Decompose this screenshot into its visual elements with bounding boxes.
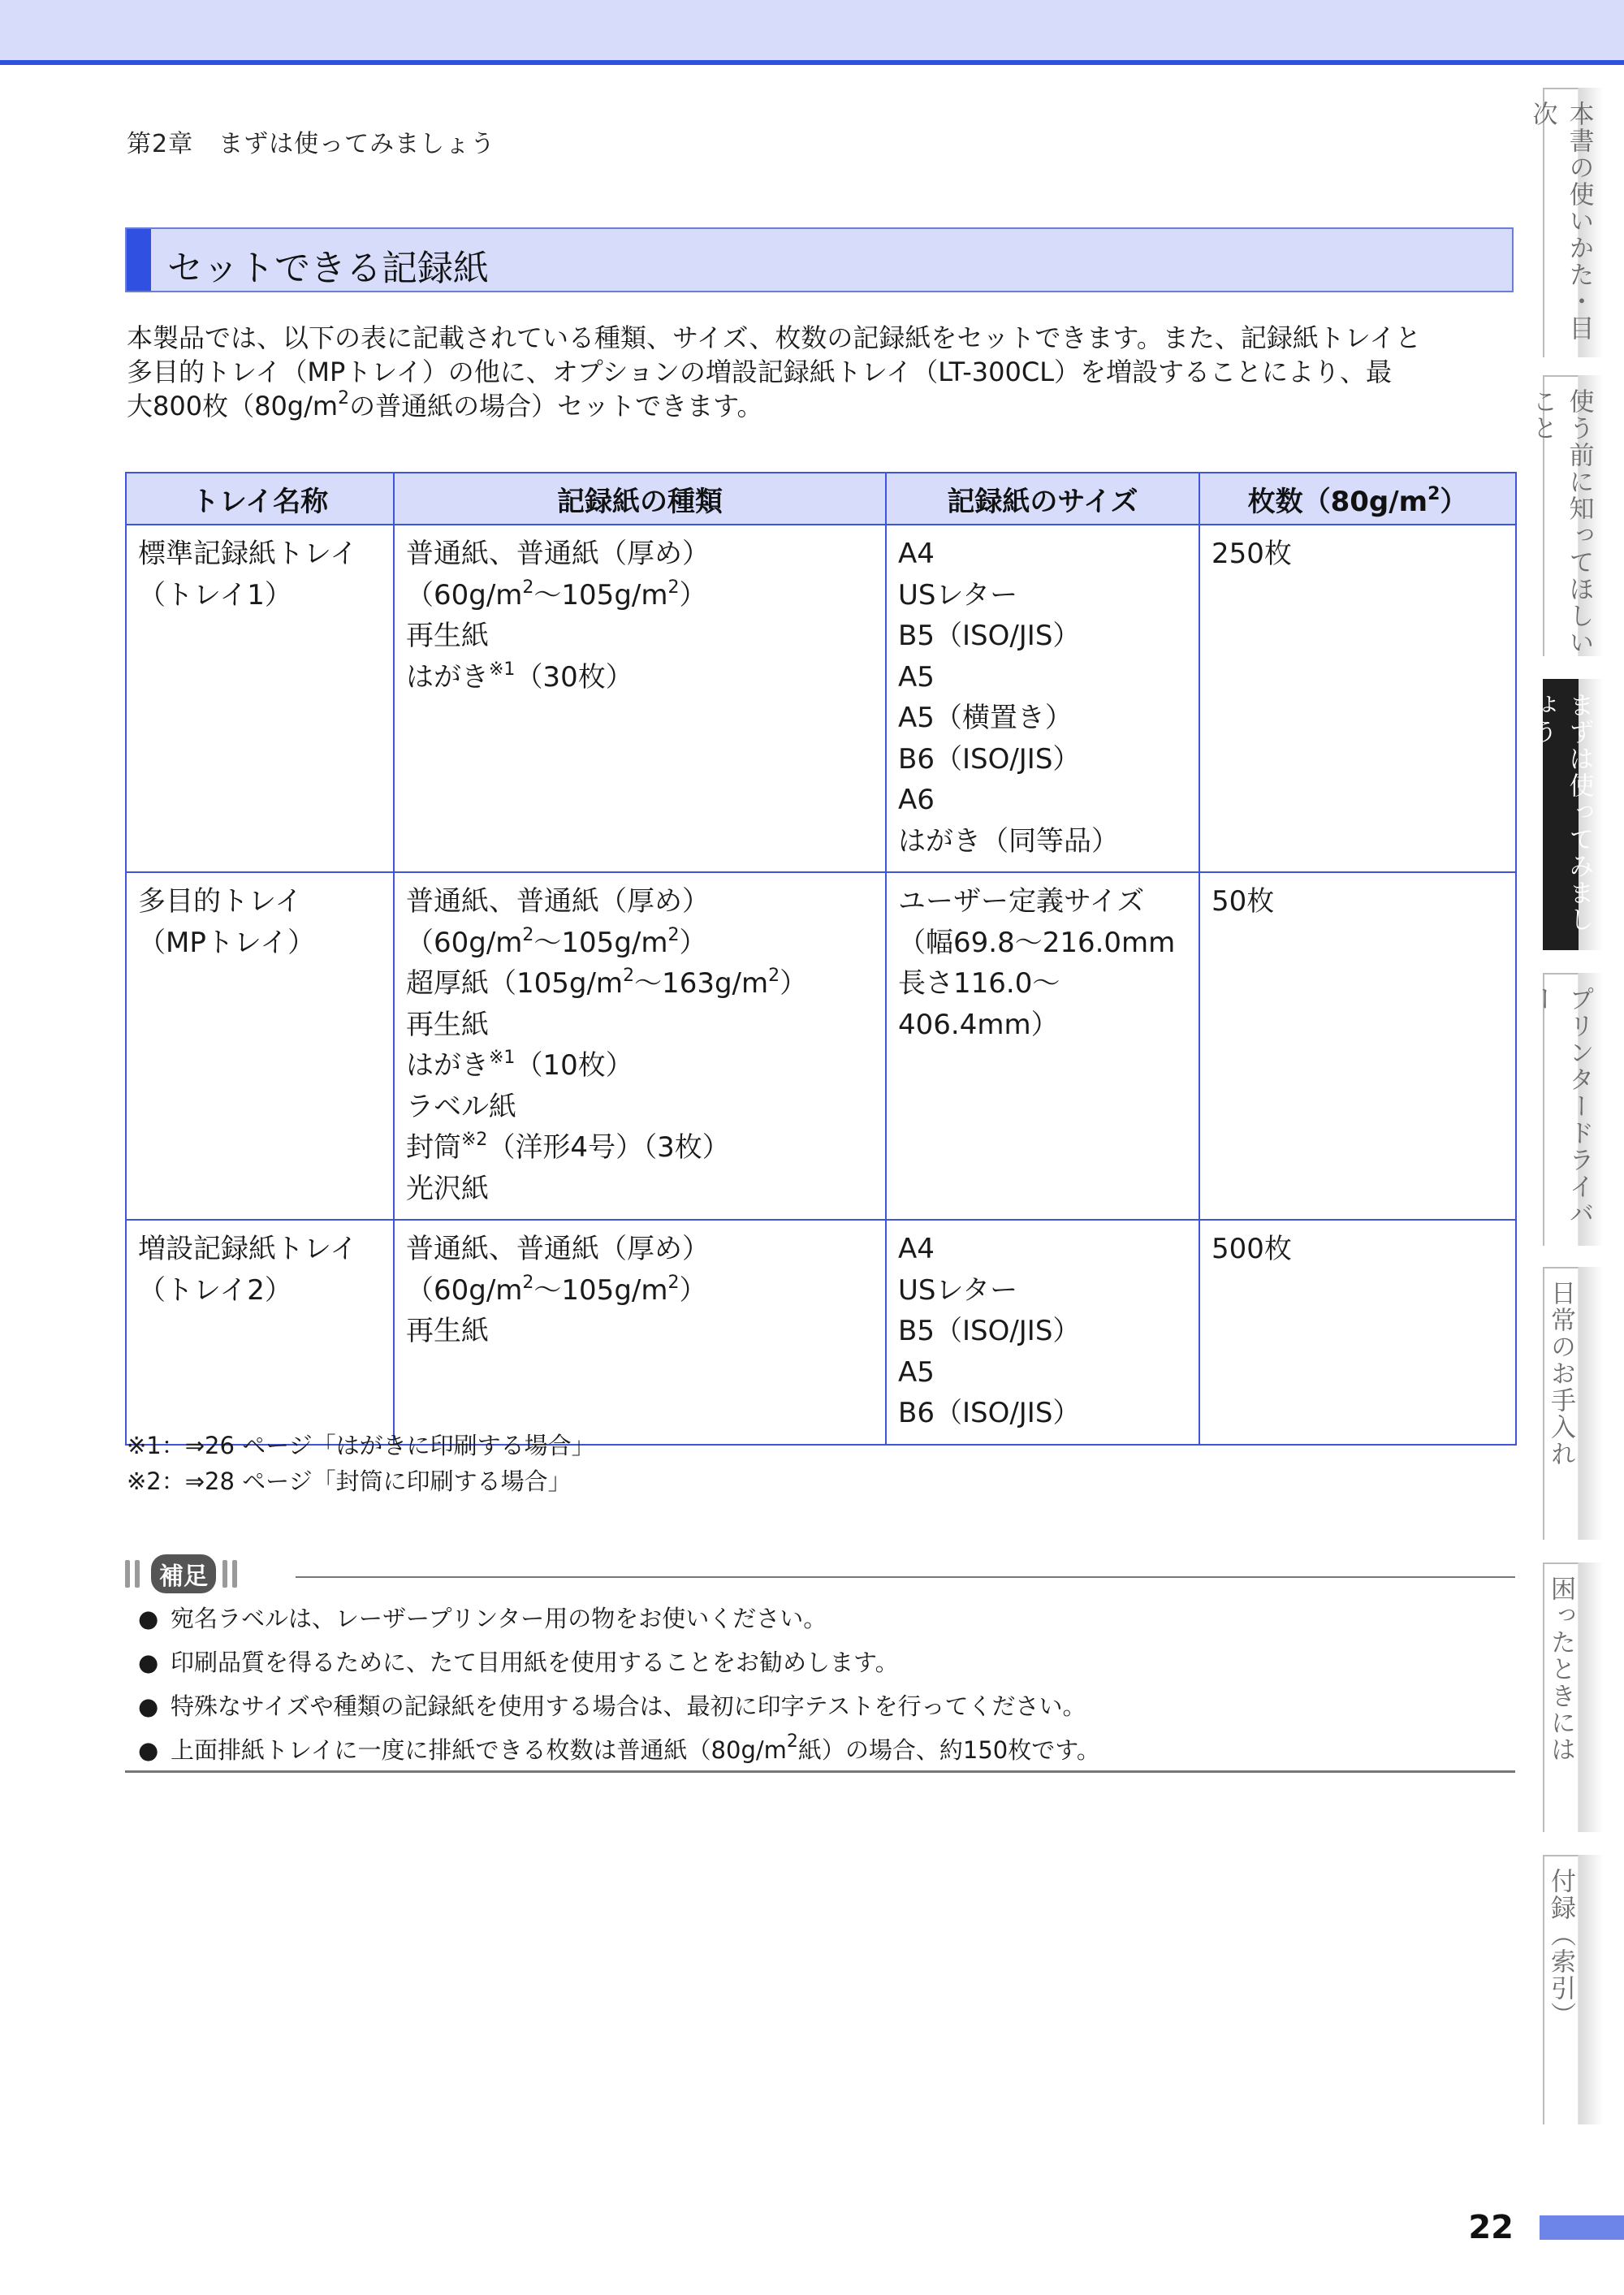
intro-line: 大800枚（$80g/m^2$の普通紙の場合）セットできます。: [127, 388, 763, 421]
side-tab-contents[interactable]: 本書の使いかた・目次: [1543, 88, 1579, 357]
supplement-item: ● 印刷品質を得るために、たて目用紙を使用することをお勧めします。: [138, 1640, 1510, 1684]
supplement-list: [138, 1597, 1510, 1772]
cell-line: B6（ISO/JIS）: [898, 742, 1081, 776]
cell-line: 再生紙: [406, 1008, 489, 1041]
header-tray: トレイ名称: [126, 473, 394, 525]
header-paper-type: 記録紙の種類: [394, 473, 886, 525]
cell-line: USレター: [898, 578, 1018, 612]
bullet-icon: ●: [138, 1736, 159, 1764]
table-row: [126, 1220, 1516, 1445]
side-tab-troubleshooting[interactable]: 困ったときには: [1543, 1562, 1579, 1832]
cell-line: ラベル紙: [406, 1090, 516, 1123]
chapter-header: 第2章 まずは使ってみましょう: [127, 130, 496, 158]
supplement-header: [125, 1553, 1515, 1598]
table-row: [126, 872, 1516, 1220]
cell-line: 長さ116.0～: [898, 967, 1060, 1000]
cell-line: 406.4mm）: [898, 1008, 1059, 1041]
section-heading: [125, 227, 1514, 292]
cell-tray: [126, 1220, 394, 1445]
cell-line: ユーザー定義サイズ: [898, 885, 1145, 918]
cell-line: 普通紙、普通紙（厚め）: [406, 1233, 710, 1265]
footnote-2: ※2：⇒28 ページ「封筒に印刷する場合」: [127, 1467, 572, 1495]
supplement-badge: 補足: [151, 1554, 216, 1593]
cell-line: USレター: [898, 1273, 1018, 1307]
cell-line: 再生紙: [406, 1315, 489, 1347]
intro-line: 多目的トレイ（MPトレイ）の他に、オプションの増設記録紙トレイ（LT-300CL）を増設することにより、最: [127, 357, 1393, 387]
cell-line: はがき$^{※1}$（30枚）: [406, 659, 633, 694]
cell-paper-size: [886, 525, 1199, 872]
cell-sheet-count: [1199, 525, 1516, 872]
intro-line: 本製品では、以下の表に記載されている種類、サイズ、枚数の記録紙をセットできます。また、記録紙トレイと: [127, 322, 1422, 353]
footnotes: [127, 1428, 595, 1499]
supplement-rule: [296, 1576, 1515, 1578]
cell-paper-type: [394, 872, 886, 1220]
supplement-item: ● 宛名ラベルは、レーザープリンター用の物をお使いください。: [138, 1597, 1510, 1640]
side-tab-appendix[interactable]: 付録（索引）: [1543, 1855, 1579, 2124]
cell-tray: [126, 525, 394, 872]
cell-tray: [126, 872, 394, 1220]
cell-line: 超厚紙$(105g/m^2\sim 163g/m^2)$: [406, 966, 808, 1000]
cell-paper-size: [886, 872, 1199, 1220]
bullet-icon: ●: [138, 1692, 159, 1720]
header-sheet-count: 枚数$(80g/m^2)$: [1199, 473, 1516, 525]
cell-line: （MPトレイ）: [138, 926, 316, 959]
cell-line: A4: [898, 1233, 935, 1265]
cell-line: B5（ISO/JIS）: [898, 1315, 1081, 1347]
cell-line: 標準記録紙トレイ: [138, 538, 358, 570]
side-tab-getting-started[interactable]: まずは使ってみましょう: [1543, 679, 1579, 950]
cell-paper-type: [394, 1220, 886, 1445]
cell-line: 封筒$^{※2}$（洋形4号）（3枚）: [406, 1130, 730, 1164]
cell-line: 250枚: [1212, 538, 1292, 570]
cell-line: はがき$^{※1}$（10枚）: [406, 1048, 633, 1082]
cell-line: $(60g/m^2\sim 105g/m^2)$: [406, 1272, 707, 1307]
cell-line: B5（ISO/JIS）: [898, 620, 1081, 652]
cell-line: はがき（同等品）: [898, 824, 1119, 858]
cell-line: （幅69.8～216.0mm: [898, 926, 1176, 959]
side-tab-before-use[interactable]: 使う前に知ってほしいこと: [1543, 375, 1579, 656]
cell-paper-type: [394, 525, 886, 872]
supplement-item: ● 上面排紙トレイに一度に排紙できる枚数は普通紙（$80g/m^2$紙）の場合、約150枚です。: [138, 1728, 1510, 1772]
cell-line: 普通紙、普通紙（厚め）: [406, 538, 710, 570]
section-accent-bar: [127, 229, 151, 291]
cell-line: 再生紙: [406, 620, 489, 652]
cell-sheet-count: [1199, 1220, 1516, 1445]
header-paper-size: 記録紙のサイズ: [886, 473, 1199, 525]
cell-line: $(60g/m^2\sim 105g/m^2)$: [406, 924, 707, 959]
footnote-1: ※1：⇒26 ページ「はがきに印刷する場合」: [127, 1432, 595, 1459]
bullet-icon: ●: [138, 1649, 159, 1676]
bullet-icon: ●: [138, 1605, 159, 1632]
table-row: [126, 525, 1516, 872]
cell-line: 光沢紙: [406, 1172, 489, 1205]
cell-line: 500枚: [1212, 1233, 1292, 1265]
side-tab-maintenance[interactable]: 日常のお手入れ: [1543, 1267, 1579, 1540]
supplement-label-group: [125, 1554, 242, 1595]
cell-line: （トレイ2）: [138, 1273, 292, 1307]
cell-line: 増設記録紙トレイ: [138, 1233, 358, 1265]
cell-line: （トレイ1）: [138, 578, 292, 612]
page-number-bar: [1540, 2215, 1624, 2240]
side-tab-printer-driver[interactable]: プリンタードライバー: [1543, 973, 1579, 1246]
cell-line: $(60g/m^2\sim 105g/m^2)$: [406, 577, 707, 612]
cell-paper-size: [886, 1220, 1199, 1445]
cell-line: B6（ISO/JIS）: [898, 1397, 1081, 1429]
section-title: セットできる記録紙: [167, 248, 489, 289]
cell-line: A5: [898, 660, 935, 694]
intro-paragraph: [127, 321, 1515, 423]
cell-line: 普通紙、普通紙（厚め）: [406, 885, 710, 918]
cell-line: A4: [898, 538, 935, 570]
cell-line: A6: [898, 784, 935, 816]
header-band: [0, 0, 1624, 65]
cell-line: 50枚: [1212, 885, 1275, 918]
cell-line: A5: [898, 1355, 935, 1389]
page-number: 22: [1468, 2209, 1514, 2246]
supplement-item: ● 特殊なサイズや種類の記録紙を使用する場合は、最初に印字テストを行ってください。: [138, 1684, 1510, 1728]
table-header-row: [126, 473, 1516, 525]
cell-line: 多目的トレイ: [138, 885, 303, 918]
cell-line: A5（横置き）: [898, 702, 1073, 734]
cell-sheet-count: [1199, 872, 1516, 1220]
paper-table: [125, 472, 1517, 1446]
supplement-bottom-rule: [125, 1770, 1515, 1773]
